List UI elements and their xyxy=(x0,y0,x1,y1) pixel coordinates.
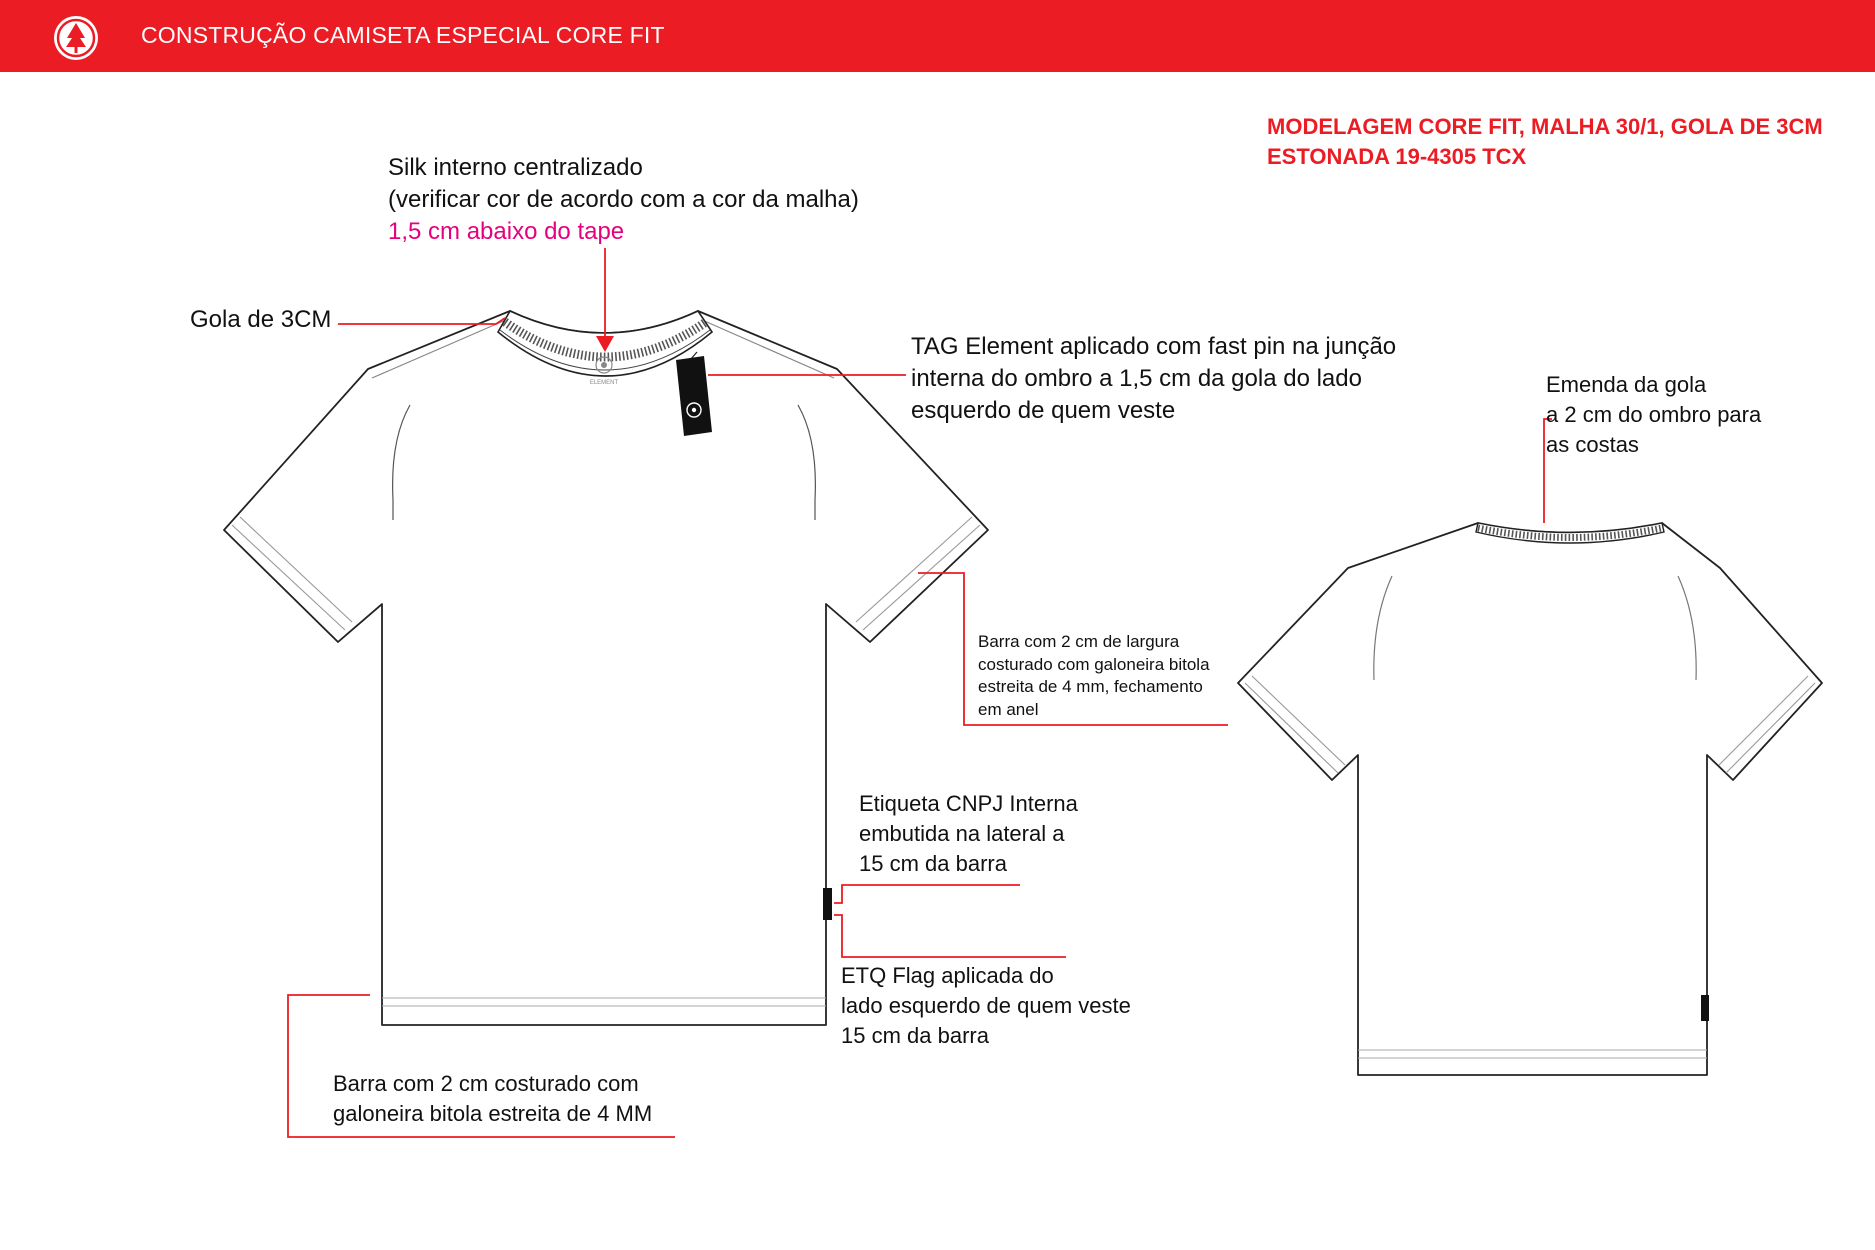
etq-flag-line-2: lado esquerdo de quem veste xyxy=(841,993,1131,1018)
barra-line-1: Barra com 2 cm costurado com xyxy=(333,1071,639,1096)
etiqueta-cnpj-annotation xyxy=(859,789,1078,879)
emenda-line-2: a 2 cm do ombro para xyxy=(1546,402,1762,427)
barra-manga-annotation xyxy=(978,631,1210,721)
barra-manga-line-1: Barra com 2 cm de largura xyxy=(978,632,1180,651)
etq-flag-line-1: ETQ Flag aplicada do xyxy=(841,963,1054,988)
tag-annotation xyxy=(911,331,1396,427)
barra-line-2: galoneira bitola estreita de 4 MM xyxy=(333,1101,653,1126)
barra-manga-line-3: estreita de 4 mm, fechamento xyxy=(978,677,1203,696)
silk-line-3: 1,5 cm abaixo do tape xyxy=(388,218,625,245)
etq-flag-leader xyxy=(834,915,1066,957)
spec-line-1: MODELAGEM CORE FIT, MALHA 30/1, GOLA DE 3CM xyxy=(1267,114,1823,139)
etq-flag-annotation xyxy=(841,961,1131,1051)
tag-line-3: esquerdo de quem veste xyxy=(911,397,1176,424)
tag-line-1: TAG Element aplicado com fast pin na junção xyxy=(911,333,1397,360)
barra-manga-line-2: costurado com galoneira bitola xyxy=(978,654,1210,674)
emenda-line-3: as costas xyxy=(1546,432,1639,457)
back-collar xyxy=(1476,523,1664,543)
back-shirt-outline xyxy=(1238,523,1822,1075)
etiqueta-cnpj-leader xyxy=(834,885,1020,903)
back-side-flag xyxy=(1701,995,1709,1021)
front-shirt-outline xyxy=(224,311,988,1025)
tag-line-2: interna do ombro a 1,5 cm da gola do lado xyxy=(911,365,1362,392)
emenda-annotation xyxy=(1546,370,1761,460)
etiqueta-cnpj-line-2: embutida na lateral a xyxy=(859,821,1065,846)
page-title: CONSTRUÇÃO CAMISETA ESPECIAL CORE FIT xyxy=(141,22,665,48)
emenda-line-1: Emenda da gola xyxy=(1546,372,1707,397)
silk-line-1: Silk interno centralizado xyxy=(388,154,643,181)
silk-line-2: (verificar cor de acordo com a cor da malha) xyxy=(388,186,859,213)
silk-annotation xyxy=(388,152,859,248)
barra-manga-line-4: em anel xyxy=(978,699,1039,719)
silk-brand-text: ELEMENT xyxy=(589,380,619,386)
spec-line-2: ESTONADA 19-4305 TCX xyxy=(1267,144,1527,169)
side-flag-label xyxy=(823,888,832,920)
gola-text: Gola de 3CM xyxy=(190,306,332,333)
etiqueta-cnpj-line-3: 15 cm da barra xyxy=(859,851,1007,876)
barra-annotation xyxy=(333,1069,652,1129)
gola-leader xyxy=(338,318,505,324)
etq-flag-line-3: 15 cm da barra xyxy=(841,1023,989,1048)
hang-tag xyxy=(676,352,712,436)
gola-annotation xyxy=(190,304,331,336)
etiqueta-cnpj-line-1: Etiqueta CNPJ Interna xyxy=(859,791,1078,816)
